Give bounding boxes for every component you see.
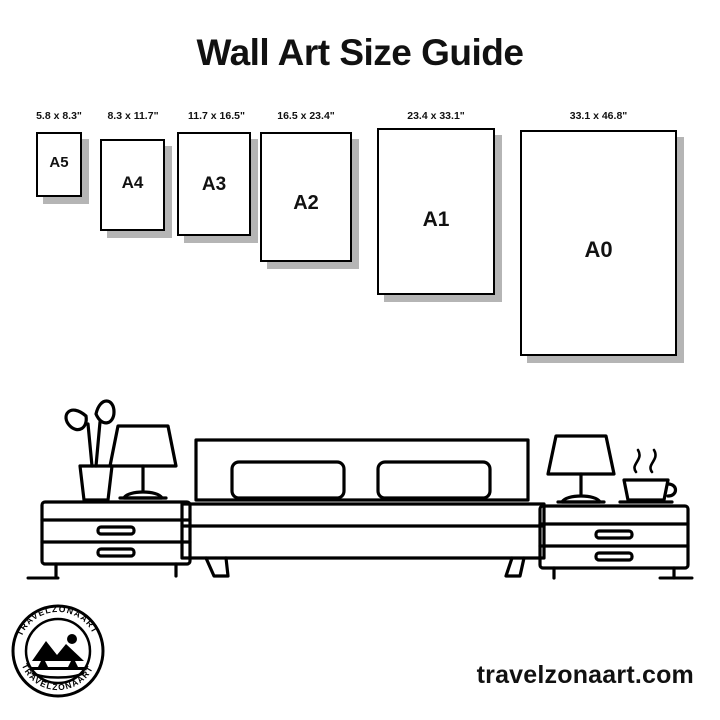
pillow-left bbox=[232, 462, 344, 498]
coffee-cup bbox=[620, 450, 676, 502]
bedroom-illustration bbox=[0, 380, 720, 605]
frame-a3-box[interactable] bbox=[177, 132, 251, 236]
frame-a1-label: A1 bbox=[422, 208, 450, 231]
headboard bbox=[196, 440, 528, 500]
frame-a1-dimension: 23.4 x 33.1" bbox=[407, 110, 465, 122]
frame-a4-label: A4 bbox=[121, 173, 144, 192]
frame-a3-dimension: 11.7 x 16.5" bbox=[188, 110, 245, 122]
frame-a5[interactable] bbox=[36, 110, 82, 205]
left-nightstand bbox=[42, 502, 190, 576]
frame-a2-dimension: 16.5 x 23.4" bbox=[277, 110, 335, 122]
frame-a2[interactable] bbox=[260, 110, 352, 275]
frame-a5-label: A5 bbox=[49, 154, 69, 171]
frame-a2-label: A2 bbox=[293, 192, 319, 214]
bed bbox=[182, 440, 544, 576]
logo-arc-bottom-text: TRAVELZONAART bbox=[19, 661, 96, 693]
bed-leg-right bbox=[506, 558, 524, 576]
frame-a3[interactable] bbox=[177, 110, 251, 250]
frame-a1-box[interactable] bbox=[377, 128, 495, 295]
frame-a0-box[interactable] bbox=[520, 130, 677, 356]
frame-a3-label: A3 bbox=[201, 174, 227, 195]
frame-a0-label: A0 bbox=[584, 237, 613, 262]
frame-a2-box[interactable] bbox=[260, 132, 352, 262]
pillow-right bbox=[378, 462, 490, 498]
left-table-lamp bbox=[110, 426, 176, 498]
website-url[interactable]: travelzonaart.com bbox=[476, 661, 694, 689]
travelzonaart-badge-icon[interactable] bbox=[10, 603, 106, 699]
page-title: Wall Art Size Guide bbox=[196, 32, 524, 73]
frame-a4[interactable] bbox=[100, 110, 165, 240]
bedroom-svg bbox=[0, 380, 720, 605]
frame-a5-dimension: 5.8 x 8.3" bbox=[36, 110, 82, 122]
right-nightstand bbox=[540, 506, 688, 578]
logo[interactable] bbox=[10, 603, 106, 704]
bed-base bbox=[182, 504, 544, 558]
frame-a0-dimension: 33.1 x 46.8" bbox=[569, 110, 628, 122]
frame-a0[interactable] bbox=[520, 110, 677, 370]
frame-a4-dimension: 8.3 x 11.7" bbox=[107, 110, 159, 122]
logo-arc-top-text: TRAVELZONAART bbox=[14, 603, 101, 638]
plant-vase bbox=[66, 401, 114, 500]
frame-a5-box[interactable] bbox=[36, 132, 82, 197]
frame-a1[interactable] bbox=[377, 110, 495, 310]
right-table-lamp bbox=[548, 436, 614, 502]
frame-a4-box[interactable] bbox=[100, 139, 165, 231]
frame-size-chart bbox=[0, 110, 720, 400]
bed-leg-left bbox=[206, 558, 228, 576]
svg-text:TRAVELZONAART bbox=[14, 604, 100, 638]
